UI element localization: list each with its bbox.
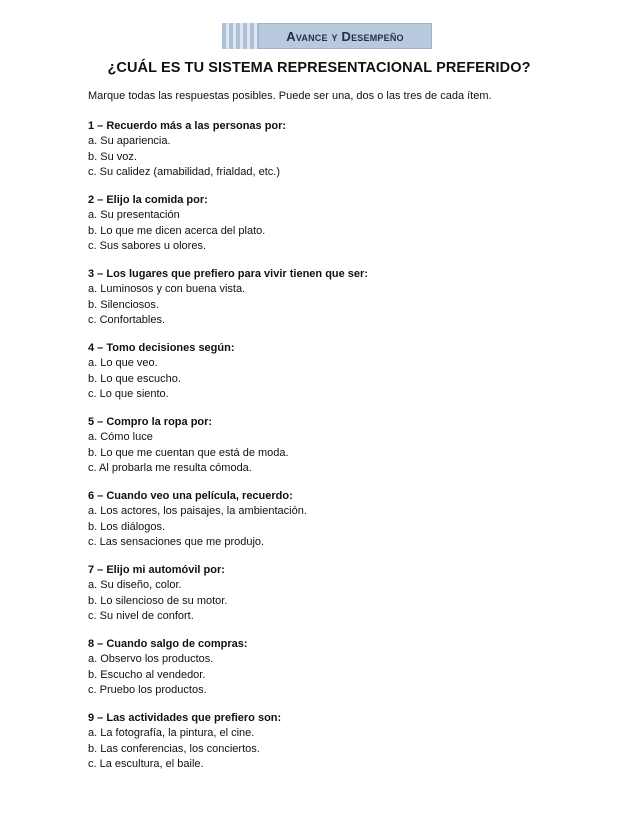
instructions: Marque todas las respuestas posibles. Puede ser una, dos o las tres de cada ítem. bbox=[88, 90, 492, 102]
option-a: a. Observo los productos. bbox=[88, 653, 214, 665]
option-c: c. Su nivel de confort. bbox=[88, 610, 194, 622]
question-title: 2 – Elijo la comida por: bbox=[88, 193, 208, 206]
option-b: b. Su voz. bbox=[88, 150, 137, 163]
question-3 bbox=[88, 267, 608, 329]
option-a: a. Cómo luce bbox=[88, 431, 153, 443]
option-c: c. Sus sabores u olores. bbox=[88, 240, 207, 252]
option-c: c. La escultura, el baile. bbox=[88, 758, 204, 770]
option-a: a. Su apariencia. bbox=[88, 135, 171, 147]
option-c: c. Lo que siento. bbox=[88, 388, 169, 400]
question-4 bbox=[88, 341, 608, 403]
question-6 bbox=[88, 489, 608, 551]
option-b: b. Lo silencioso de su motor. bbox=[88, 594, 228, 607]
option-c: c. Su calidez (amabilidad, frialdad, etc.) bbox=[88, 166, 280, 178]
option-b: b. Escucho al vendedor. bbox=[88, 668, 206, 681]
option-c: c. Confortables. bbox=[88, 314, 166, 326]
question-2 bbox=[88, 193, 608, 255]
option-b: b. Las conferencias, los conciertos. bbox=[88, 742, 260, 755]
question-9 bbox=[88, 711, 608, 773]
option-a: a. Luminosos y con buena vista. bbox=[88, 283, 246, 295]
question-title: 3 – Los lugares que prefiero para vivir tienen que ser: bbox=[88, 267, 368, 280]
question-title: 6 – Cuando veo una película, recuerdo: bbox=[88, 489, 293, 502]
question-8 bbox=[88, 637, 608, 699]
question-title: 8 – Cuando salgo de compras: bbox=[88, 637, 248, 650]
option-a: a. La fotografía, la pintura, el cine. bbox=[88, 727, 255, 739]
option-c: c. Pruebo los productos. bbox=[88, 684, 207, 696]
option-c: c. Las sensaciones que me produjo. bbox=[88, 536, 265, 548]
question-title: 9 – Las actividades que prefiero son: bbox=[88, 711, 282, 724]
question-title: 5 – Compro la ropa por: bbox=[88, 415, 213, 428]
option-b: b. Los diálogos. bbox=[88, 520, 166, 533]
page-title: ¿CUÁL ES TU SISTEMA REPRESENTACIONAL PREFERIDO? bbox=[107, 60, 531, 76]
question-5 bbox=[88, 415, 608, 477]
question-title: 4 – Tomo decisiones según: bbox=[88, 341, 235, 354]
question-7 bbox=[88, 563, 608, 625]
header-logo-banner bbox=[222, 23, 432, 49]
option-b: b. Lo que escucho. bbox=[88, 372, 181, 385]
option-b: b. Lo que me dicen acerca del plato. bbox=[88, 224, 266, 237]
question-title: 1 – Recuerdo más a las personas por: bbox=[88, 119, 287, 132]
question-1 bbox=[88, 119, 608, 181]
option-b: b. Silenciosos. bbox=[88, 298, 159, 311]
option-b: b. Lo que me cuentan que está de moda. bbox=[88, 446, 289, 459]
option-a: a. Los actores, los paisajes, la ambientación. bbox=[88, 505, 307, 517]
option-a: a. Su presentación bbox=[88, 209, 180, 221]
option-a: a. Su diseño, color. bbox=[88, 579, 182, 591]
option-a: a. Lo que veo. bbox=[88, 357, 158, 369]
questionnaire bbox=[88, 89, 608, 785]
logo bbox=[258, 23, 432, 49]
option-c: c. Al probarla me resulta cómoda. bbox=[88, 462, 252, 474]
question-title: 7 – Elijo mi automóvil por: bbox=[88, 563, 225, 576]
logo-text: Avance y Desempeño bbox=[286, 28, 404, 44]
